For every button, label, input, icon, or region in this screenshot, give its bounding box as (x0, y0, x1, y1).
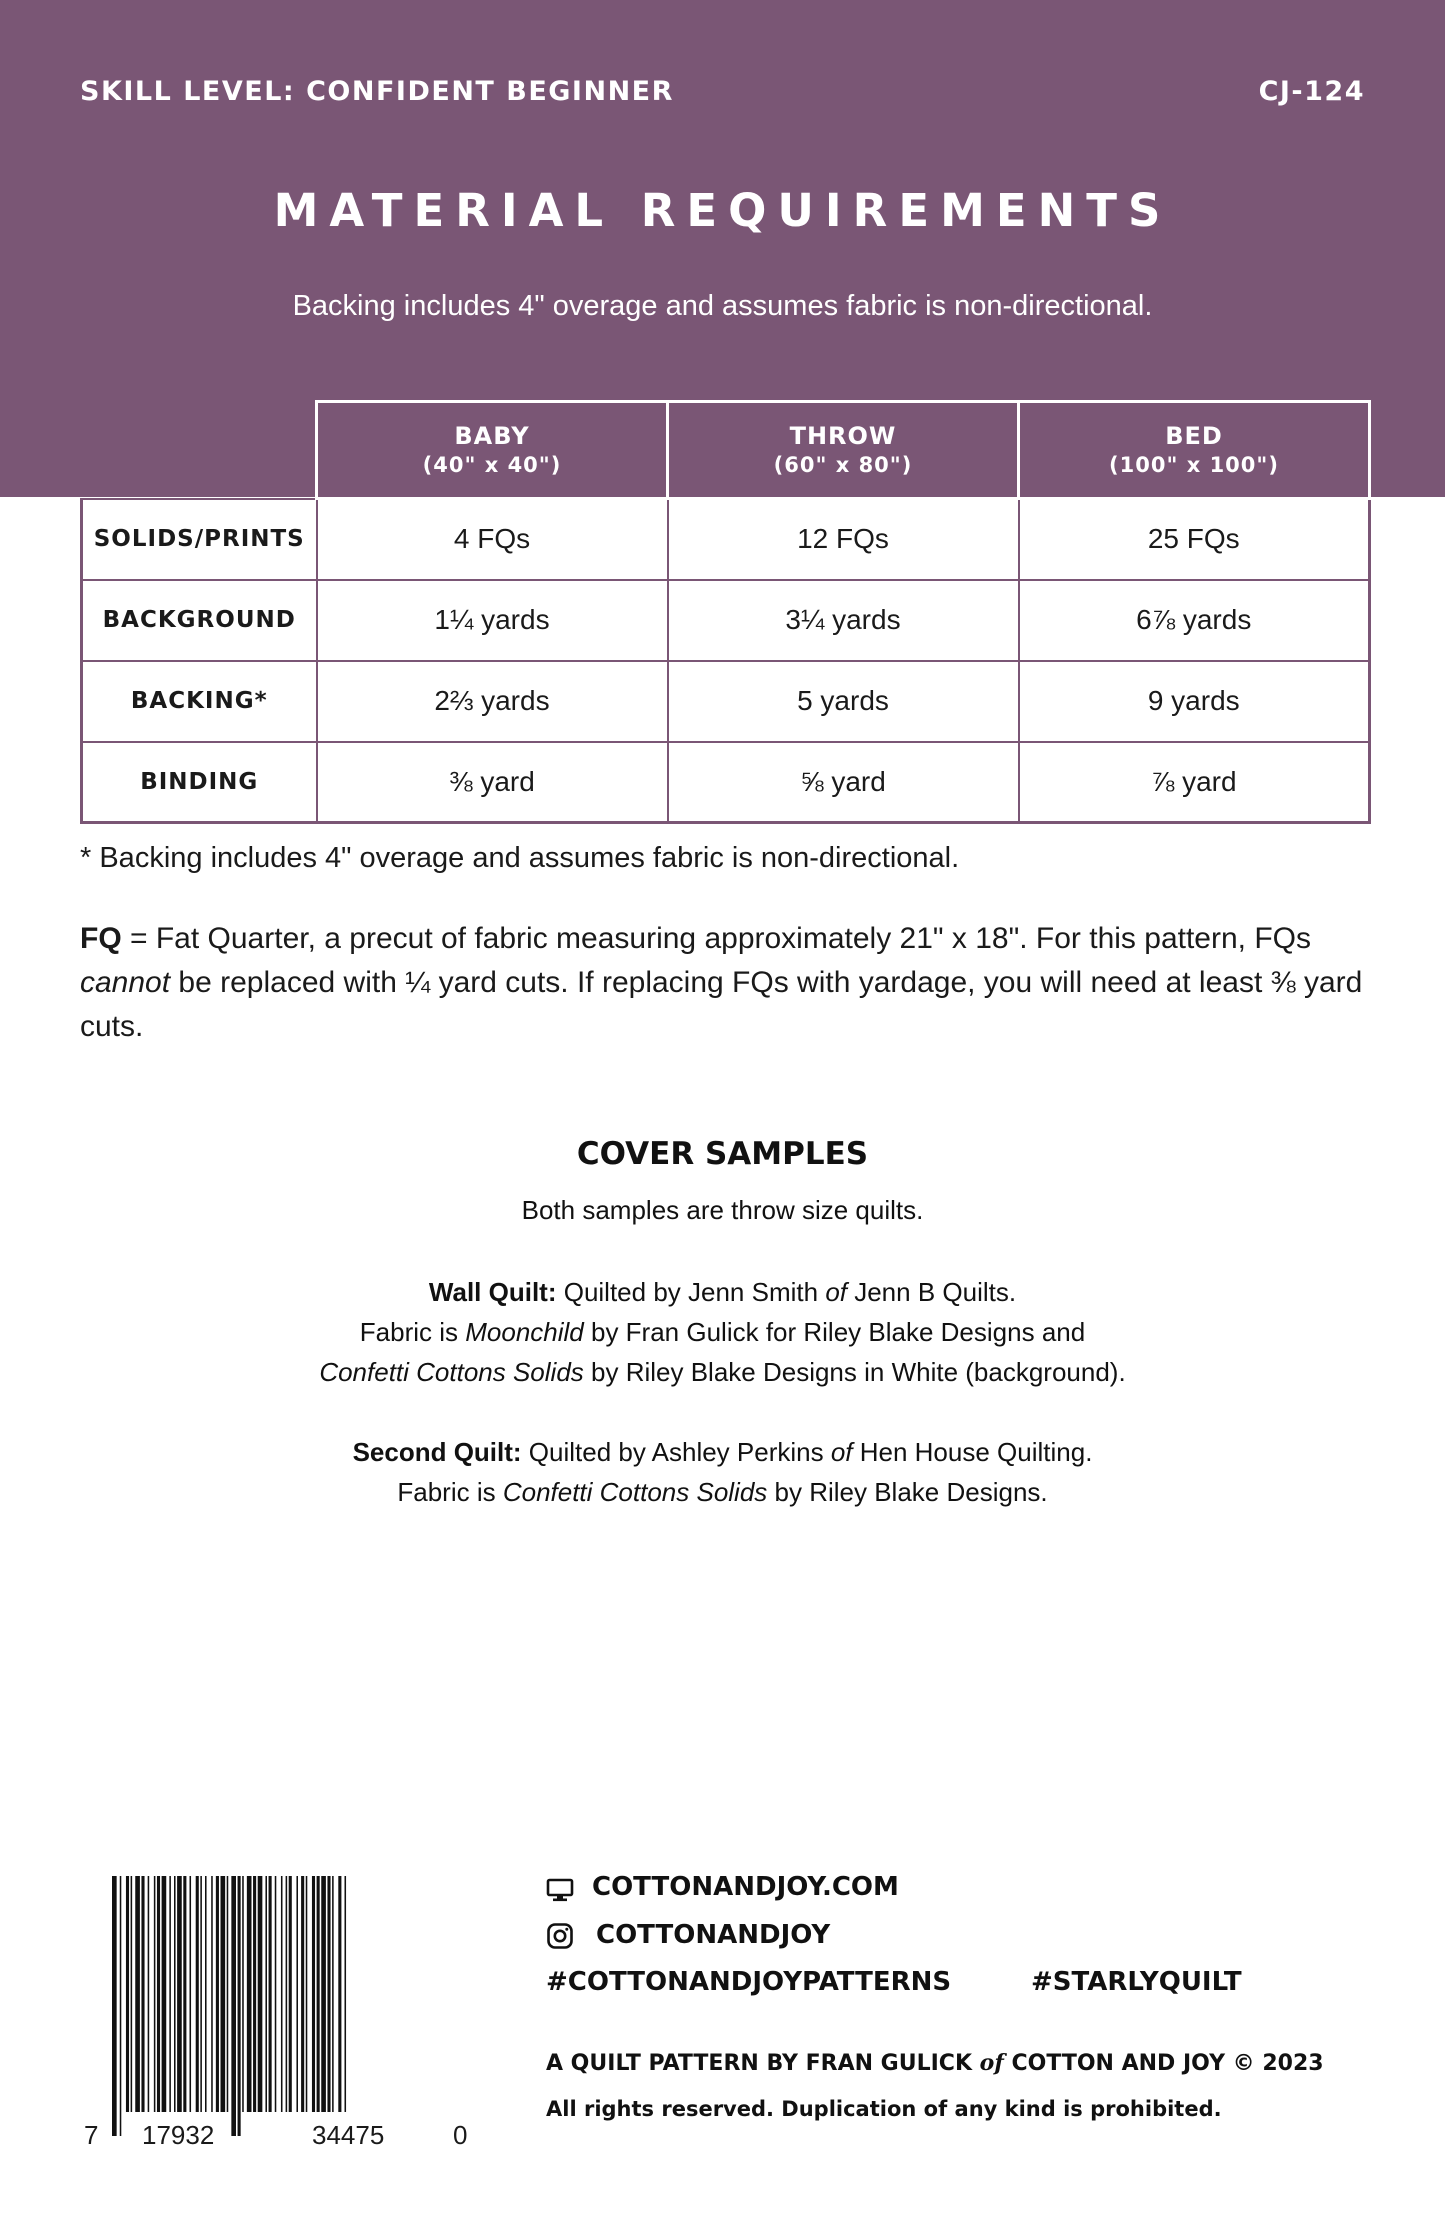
barcode-bar (120, 1876, 122, 2136)
barcode-bar (157, 1876, 160, 2112)
barcode-bar (253, 1876, 256, 2112)
barcode-digit: 0 (453, 2120, 468, 2150)
barcode-bar (275, 1876, 277, 2112)
barcode-bar (281, 1876, 283, 2112)
column-header-bed: BED (100" x 100") (1019, 402, 1370, 499)
table-cell: 6⅞ yards (1019, 580, 1370, 661)
table-row (82, 661, 1370, 742)
hashtag-patterns: #COTTONANDJOYPATTERNS (546, 1967, 952, 1997)
barcode-bar (196, 1876, 199, 2112)
barcode-bar (332, 1876, 334, 2112)
barcode-bar (265, 1876, 267, 2112)
barcode-bar (211, 1876, 213, 2112)
barcode-bar (327, 1876, 330, 2112)
table-cell: 25 FQs (1019, 499, 1370, 580)
table-cell: ⅞ yard (1019, 742, 1370, 823)
table-cell: 2⅔ yards (317, 661, 668, 742)
barcode-bar (205, 1876, 207, 2112)
barcode-bar (148, 1876, 150, 2112)
material-table (80, 400, 1371, 824)
page-title: MATERIAL REQUIREMENTS (273, 184, 1172, 237)
table-cell: 12 FQs (668, 499, 1019, 580)
barcode-bar (338, 1876, 341, 2112)
barcode-digit: 34475 (312, 2120, 385, 2150)
barcode-bar (306, 1876, 308, 2112)
column-header-throw: THROW (60" x 80") (668, 402, 1019, 499)
barcode-bar (112, 1876, 117, 2136)
monitor-icon (546, 1876, 574, 1904)
barcode-bar (296, 1876, 298, 2112)
table-cell: ⅝ yard (668, 742, 1019, 823)
barcode-bar (258, 1876, 263, 2112)
backing-note: * Backing includes 4" overage and assumes fabric is non-directional. (80, 842, 960, 874)
barcode-bar (317, 1876, 320, 2112)
barcode-digit: 17932 (142, 2120, 215, 2150)
skill-level: SKILL LEVEL: CONFIDENT BEGINNER (80, 76, 674, 107)
table-row (82, 742, 1370, 823)
hashtag-quilt: #STARLYQUILT (1031, 1967, 1242, 1997)
barcode-bar (242, 1876, 244, 2112)
row-label: BINDING (82, 742, 317, 823)
table-cell: 1¼ yards (317, 580, 668, 661)
row-label: SOLIDS/PRINTS (82, 499, 317, 580)
barcode-bar (321, 1876, 326, 2112)
cover-samples-title: COVER SAMPLES (576, 1136, 869, 1172)
barcode-bar (269, 1876, 272, 2112)
barcode-bar (177, 1876, 182, 2112)
barcode-bar (301, 1876, 304, 2112)
table-cell: ⅜ yard (317, 742, 668, 823)
table-cell: 4 FQs (317, 499, 668, 580)
instagram-handle[interactable]: COTTONANDJOY (596, 1920, 831, 1950)
barcode-bar (200, 1876, 202, 2112)
barcode-bar (126, 1876, 129, 2112)
barcode-bar (162, 1876, 167, 2112)
barcode-bar (154, 1876, 156, 2112)
barcode-bar (231, 1876, 236, 2136)
table-header-row (82, 402, 1370, 499)
second-quilt-credits: Second Quilt: Quilted by Ashley Perkins of Hen House Quilting. Fabric is Confetti Cottons Solids by Riley Blake Designs. (352, 1437, 1093, 1507)
barcode-bar (131, 1876, 133, 2112)
row-label: BACKING* (82, 661, 317, 742)
table-corner (82, 402, 317, 499)
barcode-bar (247, 1876, 252, 2112)
barcode-bar (135, 1876, 140, 2112)
barcode-bar (169, 1876, 171, 2112)
rights-notice: All rights reserved. Duplication of any kind is prohibited. (546, 2097, 1222, 2121)
table-cell: 3¼ yards (668, 580, 1019, 661)
column-header-baby: BABY (40" x 40") (317, 402, 668, 499)
barcode-bar (190, 1876, 192, 2112)
barcode-bar (174, 1876, 176, 2112)
barcode-bar (221, 1876, 226, 2112)
fq-note: FQ = Fat Quarter, a precut of fabric measuring approximately 21" x 18". For this pattern, FQs cannot be replaced with ¼ yard cuts. If replacing FQs with yardage, you will need at least ⅜ yard cuts. (80, 922, 1363, 1043)
barcode-digit: 7 (84, 2120, 99, 2150)
barcode-bar (345, 1876, 347, 2112)
barcode-bar (141, 1876, 144, 2112)
wall-quilt-credits: Wall Quilt: Quilted by Jenn Smith of Jenn B Quilts. Fabric is Moonchild by Fran Gulick for Riley Blake Designs and Confetti Cottons Solids by Riley Blake Designs in White (background). (319, 1277, 1126, 1387)
cover-samples-subtitle: Both samples are throw size quilts. (521, 1195, 924, 1225)
row-label: BACKGROUND (82, 580, 317, 661)
page-subtitle: Backing includes 4" overage and assumes fabric is non-directional. (292, 290, 1153, 322)
barcode-bar (289, 1876, 292, 2112)
barcode-bar (312, 1876, 315, 2112)
table-cell: 9 yards (1019, 661, 1370, 742)
barcode-bar (286, 1876, 288, 2112)
table-row (82, 580, 1370, 661)
pattern-credit: A QUILT PATTERN BY FRAN GULICK of COTTON AND JOY © 2023 (546, 2050, 1324, 2076)
barcode-bar (238, 1876, 241, 2136)
instagram-icon (546, 1922, 574, 1950)
pattern-code: CJ-124 (1258, 76, 1365, 107)
barcode-bar (227, 1876, 229, 2112)
table-cell: 5 yards (668, 661, 1019, 742)
barcode-bar (216, 1876, 219, 2112)
table-row (82, 499, 1370, 580)
website-link[interactable]: COTTONANDJOY.COM (592, 1872, 899, 1902)
barcode-image (112, 1876, 472, 2136)
barcode-bar (183, 1876, 186, 2112)
